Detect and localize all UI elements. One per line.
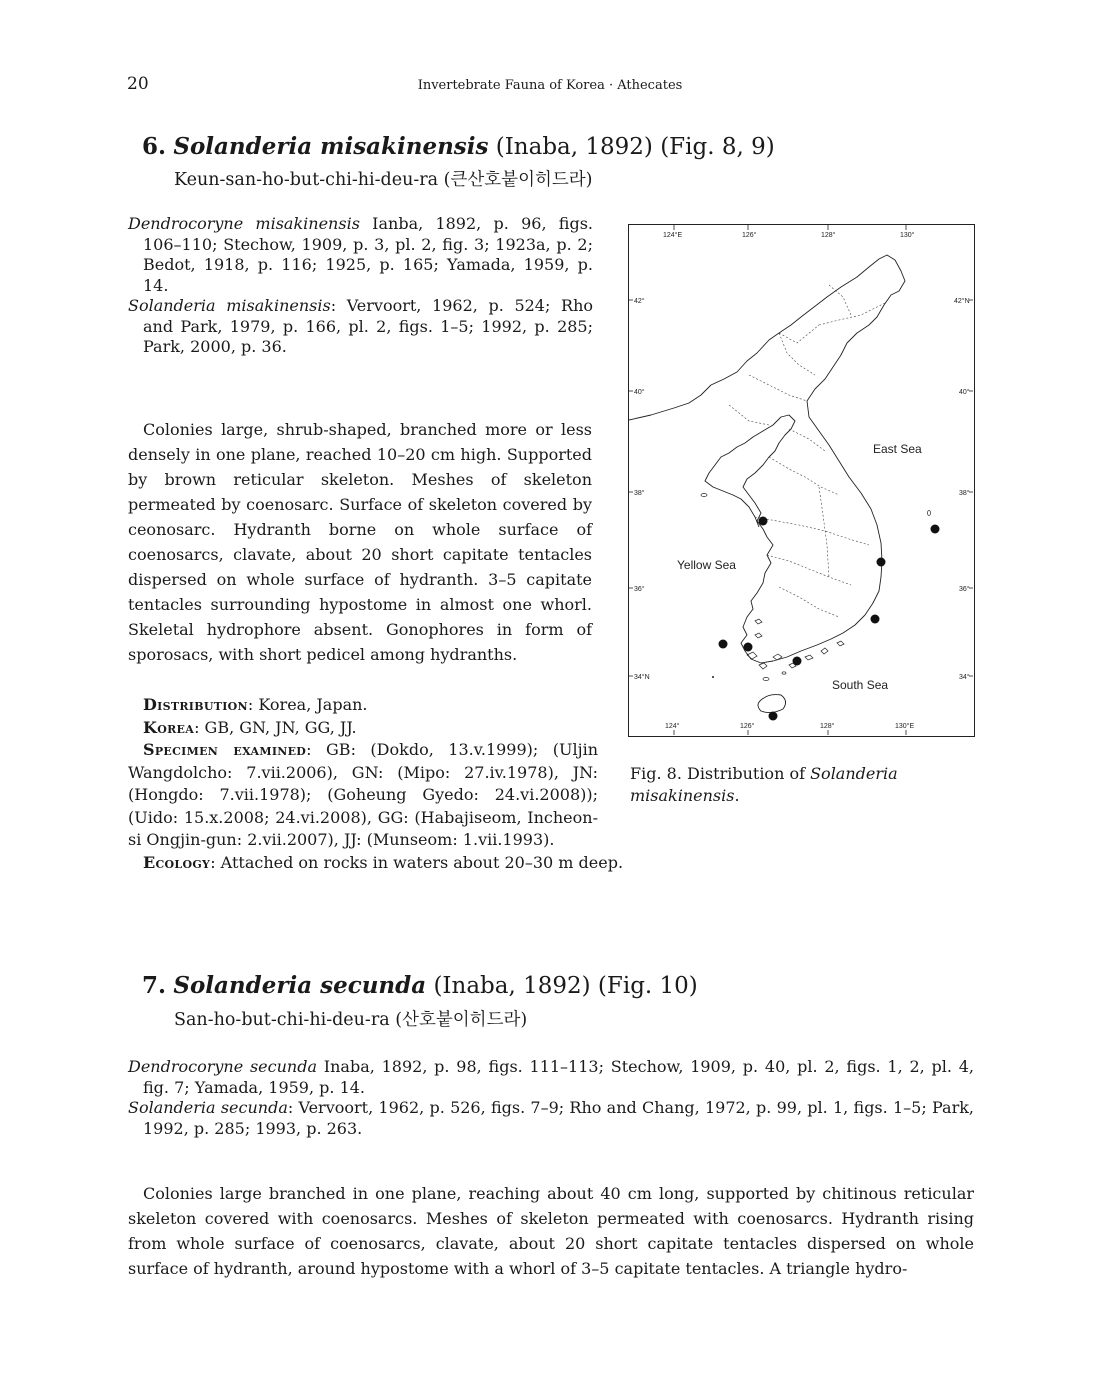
species-6-number: 6.	[142, 133, 167, 160]
synonym-entry	[128, 1057, 974, 1098]
synonym-name: Dendrocoryne misakinensis	[128, 214, 360, 233]
korea-value: : GB, GN, JN, GG, JJ.	[194, 717, 357, 737]
distribution-label: Distribution	[143, 695, 248, 714]
left-tick-label: 34°N	[634, 674, 650, 681]
caption-prefix: Fig. 8. Distribution of	[630, 764, 811, 783]
species-6-heading	[142, 133, 775, 161]
species-7-description	[128, 1181, 974, 1281]
top-tick-label: 130°	[900, 232, 915, 239]
yellow-sea-label: Yellow Sea	[677, 558, 736, 572]
right-tick-label: 42°N	[954, 298, 970, 305]
species-6-synonymy	[128, 214, 593, 358]
synonym-entry	[128, 214, 593, 296]
right-tick-label: 36°	[959, 586, 970, 593]
specimen-label: Specimen examined	[143, 740, 307, 759]
caption-taxon: Solanderia misakinensis	[630, 764, 898, 805]
south-sea-label: South Sea	[832, 678, 889, 692]
left-ticks	[629, 297, 650, 681]
species-6-korean-name: Keun-san-ho-but-chi-hi-deu-ra (큰산호붙이히드라)	[174, 170, 593, 190]
species-7-name: Solanderia secunda	[173, 972, 427, 999]
species-6-description	[128, 417, 592, 667]
synonym-entry	[128, 1098, 974, 1139]
ecology-label: Ecology	[143, 852, 211, 872]
right-ticks	[954, 297, 973, 681]
record-point	[759, 517, 768, 526]
record-point	[719, 640, 728, 649]
species-7-synonymy	[128, 1057, 974, 1139]
figure-8-caption	[630, 763, 975, 807]
synonym-ref: : Vervoort, 1962, p. 524; Rho and Park, 1979, p. 166, pl. 2, figs. 1–5; 1992, p. 285; Park, 2000, p. 36.	[143, 296, 593, 356]
bottom-tick-label: 124°	[665, 723, 680, 730]
korea-field	[128, 717, 598, 740]
species-7-heading	[142, 972, 698, 1000]
record-point	[877, 558, 886, 567]
left-tick-label: 38°	[634, 490, 645, 497]
top-ticks	[663, 225, 915, 239]
species-6-authority: (Inaba, 1892) (Fig. 8, 9)	[495, 134, 775, 160]
species-7-authority: (Inaba, 1892) (Fig. 10)	[433, 973, 698, 999]
synonym-ref: Inaba, 1892, p. 98, figs. 111–113; Stechow, 1909, p. 40, pl. 2, figs. 1, 2, pl. 4, fig. 7; Yamada, 1959, p. 14.	[143, 1057, 974, 1097]
synonym-name: Solanderia misakinensis	[128, 296, 331, 315]
ecology-value: : Attached on rocks in waters about 20–30 m deep.	[210, 852, 624, 872]
distribution-value: : Korea, Japan.	[247, 695, 368, 714]
specimen-records	[719, 517, 940, 721]
distribution-map	[628, 224, 975, 737]
record-point	[793, 657, 802, 666]
left-tick-label: 42°	[634, 298, 645, 305]
right-tick-label: 40°	[959, 389, 970, 396]
left-tick-label: 36°	[634, 586, 645, 593]
record-point	[931, 525, 940, 534]
species-6-name: Solanderia misakinensis	[173, 133, 489, 160]
record-point	[871, 615, 880, 624]
species-6-fields	[128, 694, 624, 874]
korea-label: Korea	[143, 717, 195, 737]
bottom-tick-label: 130°E	[895, 723, 915, 730]
synonym-ref: Ianba, 1892, p. 96, figs. 106–110; Stechow, 1909, p. 3, pl. 2, fig. 3; 1923a, p. 2; Bedot, 1918, p. 116; 1925, p. 165; Yamada, 1959, p. 14.	[143, 214, 594, 295]
small-island	[701, 494, 707, 497]
small-island	[782, 672, 786, 674]
ecology-field	[128, 852, 683, 875]
jeju-island	[758, 695, 786, 713]
description-paragraph: Colonies large branched in one plane, reaching about 40 cm long, supported by chitinous reticular skeleton covered with coenosarcs. Meshes of skeleton permeated with coenosarcs. Hydranth rising from whole surface of coenosarcs, clavate, about 20 short capitate tentacles dispersed on whole surface of hydranth, around hypostome with a whorl of 3–5 capitate tentacles. A triangle hydro-	[128, 1184, 974, 1278]
synonym-ref: : Vervoort, 1962, p. 526, figs. 7–9; Rho and Chang, 1972, p. 99, pl. 1, figs. 1–5; Park, 1992, p. 285; 1993, p. 263.	[143, 1098, 975, 1138]
specimen-value: : GB: (Dokdo, 13.v.1999); (Uljin Wangdolcho: 7.vii.2006), GN: (Mipo: 27.iv.1978), JN: (Hongdo: 7.vii.1978); (Goheung Gyedo: 24.vi.2008)); (Uido: 15.x.2008; 24.vi.2008), GG: (Habajiseom, Incheon-si Ongjin-gun: 2.vii.2007), JJ: (Munseom: 1.vii.1993).	[128, 740, 598, 849]
record-point	[769, 712, 778, 721]
caption-suffix: .	[734, 786, 740, 805]
species-7-number: 7.	[142, 972, 167, 999]
specimen-field	[128, 739, 598, 852]
bottom-ticks	[665, 722, 914, 735]
right-tick-label: 38°	[959, 490, 970, 497]
synonym-entry	[128, 296, 593, 358]
description-paragraph: Colonies large, shrub-shaped, branched more or less densely in one plane, reached 10–20 cm high. Supported by brown reticular skeleton. Meshes of skeleton permeated by coenosarc. Surface of skeleton covered by ceonosarc. Hydranth borne on whole surface of coenosarcs, clavate, about 20 short capitate tentacles dispersed on whole surface of hydranth. 3–5 capitate tentacles surrounding hypostome in almost one whorl. Skeletal hydrophore absent. Gonophores in form of sporosacs, with short pedicel among hydranths.	[128, 420, 592, 664]
small-island	[928, 511, 931, 516]
top-tick-label: 124°E	[663, 232, 683, 239]
running-head: Invertebrate Fauna of Korea · Athecates	[417, 78, 683, 93]
korea-map-svg	[629, 225, 973, 735]
synonym-name: Solanderia secunda	[128, 1098, 288, 1117]
distribution-field	[128, 694, 598, 717]
bottom-tick-label: 128°	[820, 723, 835, 730]
left-tick-label: 40°	[634, 389, 645, 396]
right-tick-label: 34°	[959, 674, 970, 681]
record-point	[744, 643, 753, 652]
top-tick-label: 126°	[742, 232, 757, 239]
east-sea-label: East Sea	[873, 442, 922, 456]
small-island	[763, 678, 769, 681]
species-7-korean-name: San-ho-but-chi-hi-deu-ra (산호붙이히드라)	[174, 1010, 528, 1030]
bottom-tick-label: 126°	[740, 723, 755, 730]
top-tick-label: 128°	[821, 232, 836, 239]
peninsula-coastline	[629, 255, 905, 663]
page-number: 20	[127, 74, 149, 94]
synonym-name: Dendrocoryne secunda	[128, 1057, 317, 1076]
small-island	[712, 676, 714, 678]
